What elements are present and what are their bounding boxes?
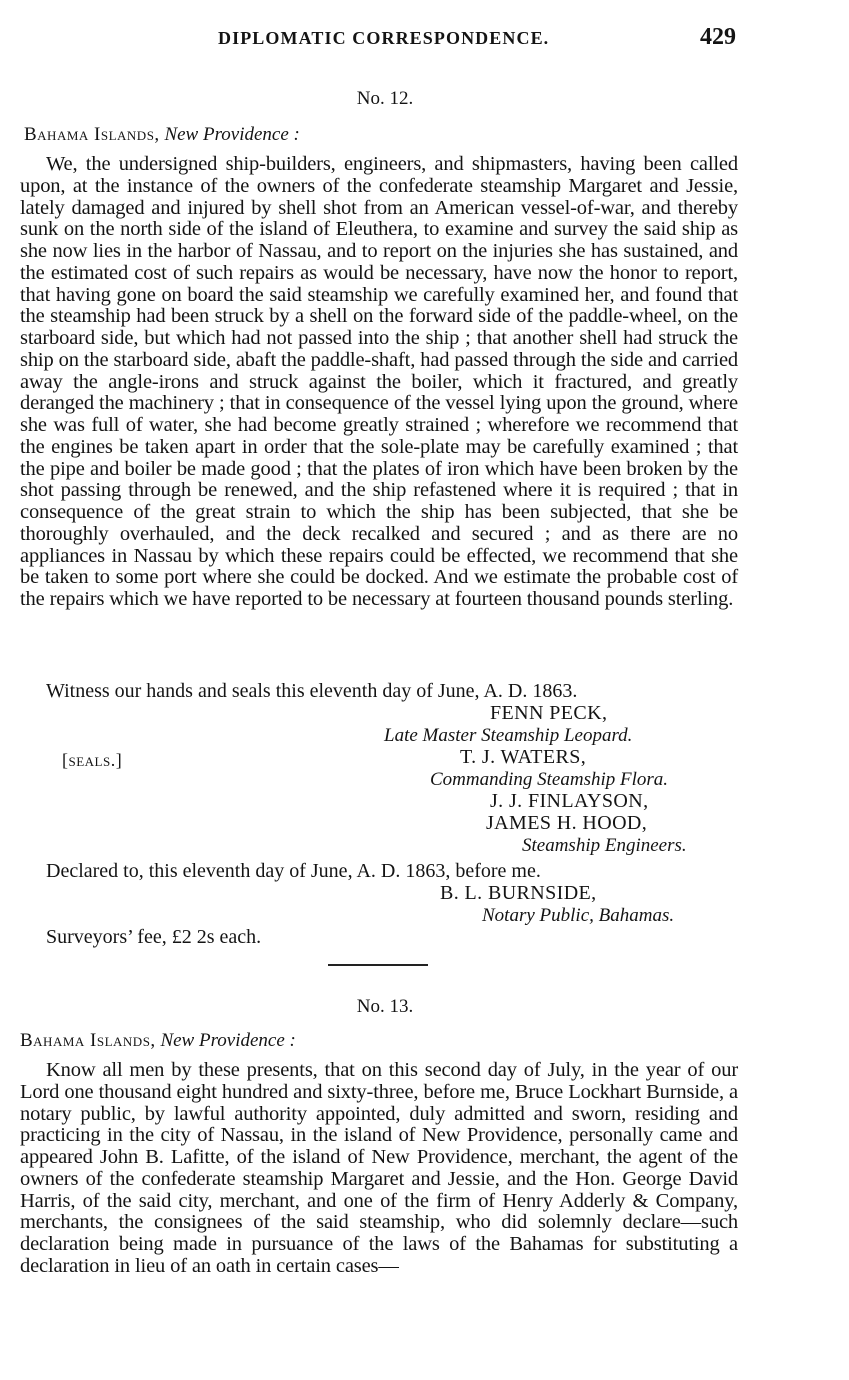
doc-12-body: We, the undersigned ship-builders, engineers, and shipmasters, having been called upon, at the instance of the owners of the confederate steamship Margaret and Jessie, lately damaged and injured by shell shot from an American vessel-of-war, and thereby sunk on the north side of the island of Eleuthera, to examine and survey the said ship as she now lies in the harbor of Nassau, and to report on the injuries she has sustained, and the estimated cost of such repairs as would be necessary, have now the honor to report, that having gone on board the said steamship we carefully examined her, and found that the steamship had been struck by a shell on the forward side of the paddle-wheel, on the starboard side, but which had not passed into the ship ; that another shell had struck the ship on the starboard side, abaft the paddle-shaft, had passed through the side and carried away the angle-irons and struck against the boiler, which it fractured, and greatly deranged the machinery ; that in consequence of the vessel lying upon the ground, where she was full of water, she had become greatly strained ; wherefore we recommend that the engines be taken apart in order that the sole-plate may be carefully examined ; that the pipe and boiler be made good ; that the plates of iron which have been broken by the shot passing through be renewed, and the ship refastened where it is required ; that in consequence of the great strain to which the ship has been subjected, that she be thoroughly overhauled, and the deck recalked and secured ; and as there are no appliances in Nassau by which these repairs could be effected, we recommend that she be taken to some port where she could be docked. And we estimate the probable cost of the repairs which we have reported to be necessary at fourteen thousand pounds sterling. [20, 153, 738, 610]
location-place: Bahama Islands, [24, 124, 160, 145]
declaration-line: Declared to, this eleventh day of June, A. D. 1863, before me. [46, 860, 541, 882]
location-district: New Providence : [164, 124, 300, 145]
seals-label: [seals.] [62, 750, 123, 770]
signatory-title: Commanding Steamship Flora. [430, 769, 669, 790]
witness-line: Witness our hands and seals this eleventh day of June, A. D. 1863. [46, 680, 578, 702]
location-district: New Providence : [160, 1030, 296, 1051]
page-header [0, 24, 849, 54]
doc-13-location [20, 1030, 296, 1052]
signatory-name: T. J. WATERS, [460, 746, 587, 768]
running-head: DIPLOMATIC CORRESPONDENCE. [218, 28, 550, 48]
signatory-name: JAMES H. HOOD, [486, 812, 648, 834]
signatory-title: Steamship Engineers. [522, 835, 687, 856]
notary-name: B. L. BURNSIDE, [440, 882, 597, 904]
surveyors-fee: Surveyors’ fee, £2 2s each. [46, 926, 262, 948]
page-number: 429 [700, 24, 736, 50]
notary-title: Notary Public, Bahamas. [482, 905, 675, 926]
doc-13-body: Know all men by these presents, that on this second day of July, in the year of our Lord one thousand eight hundred and sixty-three, before me, Bruce Lockhart Burnside, a notary public, by lawful authority appointed, duly admitted and sworn, residing and practicing in the city of Nassau, in the island of New Providence, personally came and appeared John B. Lafitte, of the island of New Providence, merchant, the agent of the owners of the confederate steamship Margaret and Jessie, and the Hon. George David Harris, of the said city, merchant, and one of the firm of Henry Adderly & Company, merchants, the consignees of the said steamship, who did solemnly declare—such declaration being made in pursuance of the laws of the Bahamas for substituting a declaration in lieu of an oath in certain cases— [20, 1059, 738, 1277]
section-divider [328, 964, 428, 966]
signatory-title: Late Master Steamship Leopard. [384, 725, 633, 746]
signatory-name: J. J. FINLAYSON, [490, 790, 649, 812]
doc-13-number: No. 13. [356, 996, 414, 1017]
doc-12-location [24, 124, 300, 146]
location-place: Bahama Islands, [20, 1030, 156, 1051]
signatory-name: FENN PECK, [490, 702, 608, 724]
doc-12-number: No. 12. [356, 88, 414, 109]
